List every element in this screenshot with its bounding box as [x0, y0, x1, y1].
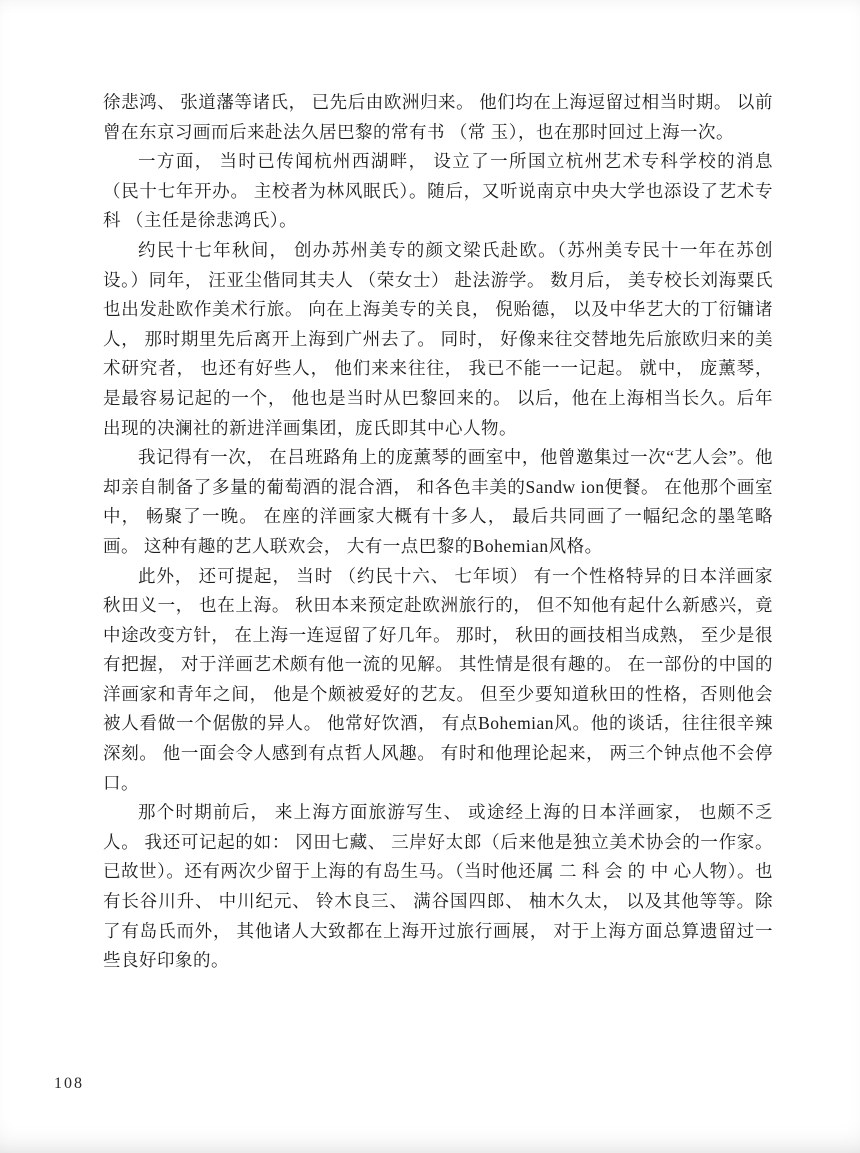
paragraph-4: 我记得有一次， 在吕班路角上的庞薰琴的画室中，他曾邀集过一次“艺人会”。他却亲自制备了多量的葡萄酒的混合酒， 和各色丰美的Sandw ion便餐。 在他那个画室中， 畅聚了一晚。 在座的洋画家大概有十多人， 最后共同画了一幅纪念的墨笔略画。 这种有趣的艺人联欢会， 大有一点巴黎的Bohemian风格。 [103, 447, 773, 556]
paragraph-5: 此外， 还可提起， 当时 （约民十六、 七年顷） 有一个性格特异的日本洋画家秋田义一， 也在上海。 秋田本来预定赴欧洲旅行的， 但不知他有起什么新感兴，竟中途改变方针， 在上海一连逗留了好几年。 那时， 秋田的画技相当成熟， 至少是很有把握， 对于洋画艺术颇有他一流的见解。 其性情是很有趣的。 在一部份的中国的洋画家和青年之间， 他是个颇被爱好的艺友。 但至少要知道秋田的性格，否则他会被人看做一个倨傲的异人。 他常好饮酒， 有点Bohemian风。他的谈话，往往很辛辣深刻。 他一面会令人感到有点哲人风趣。 有时和他理论起来， 两三个钟点他不会停口。 [103, 565, 773, 793]
paragraph-6: 那个时期前后， 来上海方面旅游写生、 或途经上海的日本洋画家， 也颇不乏人。 我还可记起的如： 冈田七藏、 三岸好太郎（后来他是独立美术协会的一作家。已故世）。还有两次少留于上海的有岛生马。（当时他还属 二 科 会 的 中 心人物）。也有长谷川升、 中川纪元、 铃木良三、 满谷国四郎、 柚木久太， 以及其他等等。除了有岛氏而外， 其他诸人大致都在上海开过旅行画展， 对于上海方面总算遗留过一些良好印象的。 [103, 802, 773, 971]
paragraph-2: 一方面， 当时已传闻杭州西湖畔， 设立了一所国立杭州艺术专科学校的消息（民十七年开办。 主校者为林风眠氏）。随后，又听说南京中央大学也添设了艺术专科 （主任是徐悲鸿氏）。 [103, 151, 773, 231]
text-block [103, 88, 773, 976]
page-number: 108 [54, 1075, 84, 1092]
paragraph-1: 徐悲鸿、 张道藩等诸氏， 已先后由欧洲归来。 他们均在上海逗留过相当时期。 以前曾在东京习画而后来赴法久居巴黎的常有书 （常 玉），也在那时回过上海一次。 [103, 92, 773, 142]
paragraph-3: 约民十七年秋间， 创办苏州美专的颜文梁氏赴欧。（苏州美专民十一年在苏创设。）同年， 汪亚尘偕同其夫人 （荣女士） 赴法游学。 数月后， 美专校长刘海粟氏也出发赴欧作美术行旅。 向在上海美专的关良， 倪贻德， 以及中华艺大的丁衍镛诸人， 那时期里先后离开上海到广州去了。 同时， 好像来往交替地先后旅欧归来的美术研究者， 也还有好些人， 他们来来往往， 我已不能一一记起。 就中， 庞薰琴， 是最容易记起的一个， 他也是当时从巴黎回来的。 以后，他在上海相当长久。后年出现的决澜社的新进洋画集团，庞氏即其中心人物。 [103, 239, 773, 438]
